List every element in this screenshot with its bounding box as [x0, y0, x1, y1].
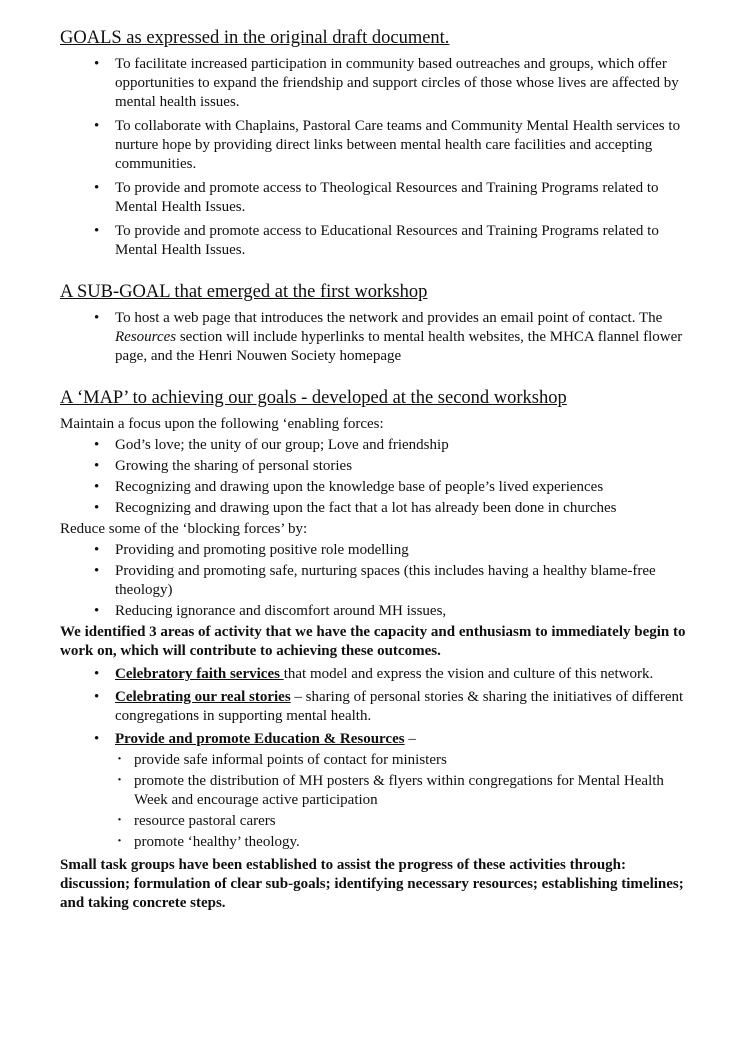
- subbullet-text: promote the distribution of MH posters & flyers within congregations for Mental Health Week and encourage active participation: [134, 773, 664, 808]
- subgoal-heading: A SUB-GOAL that emerged at the first workshop: [60, 282, 428, 302]
- blocking-intro: Reduce some of the ‘blocking forces’ by:: [60, 521, 308, 537]
- goals-heading: GOALS as expressed in the original draft document.: [60, 28, 450, 48]
- bullet-text: To facilitate increased participation in community based outreaches and groups, which offer opportunities to expand the friendship and support circles of those whose lives are affected by mental health issues.: [115, 56, 679, 110]
- bullet-item: [60, 478, 698, 497]
- bullet-item: [60, 222, 698, 260]
- bullet-item: [60, 602, 698, 621]
- activity-rest: –: [404, 731, 416, 747]
- bullet-text: Providing and promoting positive role modelling: [115, 542, 409, 558]
- subbullet-item: [115, 812, 698, 831]
- activity-item: [60, 688, 698, 726]
- bullet-item: [60, 499, 698, 518]
- bullet-item: [60, 436, 698, 455]
- activity-rest: that model and express the vision and culture of this network.: [283, 666, 654, 682]
- bullet-item: [60, 562, 698, 600]
- subbullet-text: provide safe informal points of contact for ministers: [134, 752, 447, 768]
- bullet-item: [60, 179, 698, 217]
- activities-list: [60, 665, 698, 852]
- bullet-text: To provide and promote access to Theological Resources and Training Programs related to Mental Health Issues.: [115, 180, 659, 215]
- bullet-text: Recognizing and drawing upon the knowledge base of people’s lived experiences: [115, 479, 604, 495]
- education-subbullet-list: [115, 751, 698, 852]
- bullet-text: section will include hyperlinks to mental health websites, the MHCA flannel flower page, and the Henri Nouwen Society homepage: [115, 329, 683, 364]
- bullet-text: Reducing ignorance and discomfort around MH issues,: [115, 603, 447, 619]
- bullet-item: [60, 457, 698, 476]
- activity-lead: Celebrating our real stories: [115, 689, 291, 705]
- subbullet-item: [115, 833, 698, 852]
- enabling-bullet-list: [60, 436, 698, 518]
- map-section: [60, 387, 698, 913]
- activity-lead: Provide and promote Education & Resources: [115, 731, 405, 747]
- activity-item: [60, 665, 698, 684]
- blocking-bullet-list: [60, 541, 698, 621]
- goals-bullet-list: [60, 55, 698, 260]
- bullet-item: [60, 117, 698, 174]
- bullet-text: To provide and promote access to Educational Resources and Training Programs related to Mental Health Issues.: [115, 223, 659, 258]
- subbullet-item: [115, 772, 698, 810]
- resources-italic-text: Resources: [115, 329, 177, 345]
- subgoal-section: [60, 281, 698, 366]
- activity-lead: Celebratory faith services: [115, 666, 284, 682]
- subbullet-item: [115, 751, 698, 770]
- activity-rest: – sharing of personal stories & sharing the initiatives of different congregations in supporting mental health.: [115, 689, 684, 724]
- bullet-text: Growing the sharing of personal stories: [115, 458, 353, 474]
- task-groups-paragraph: Small task groups have been established to assist the progress of these activities through: discussion; formulation of clear sub-goals; identifying necessary resources; establishing timelines; and taking concrete steps.: [60, 857, 684, 911]
- bullet-text: To collaborate with Chaplains, Pastoral Care teams and Community Mental Health services to nurture hope by providing direct links between mental health care facilities and accepting communities.: [115, 118, 681, 172]
- subbullet-text: resource pastoral carers: [134, 813, 276, 829]
- enabling-intro: Maintain a focus upon the following ‘enabling forces:: [60, 416, 384, 432]
- bullet-text: To host a web page that introduces the network and provides an email point of contact. The: [115, 310, 663, 326]
- subgoal-bullet-list: [60, 309, 698, 366]
- bullet-text: God’s love; the unity of our group; Love and friendship: [115, 437, 449, 453]
- identified-paragraph: We identified 3 areas of activity that we have the capacity and enthusiasm to immediately begin to work on, which will contribute to achieving these outcomes.: [60, 624, 686, 659]
- map-heading: A ‘MAP’ to achieving our goals - developed at the second workshop: [60, 388, 567, 408]
- bullet-item: [60, 541, 698, 560]
- bullet-text: Recognizing and drawing upon the fact that a lot has already been done in churches: [115, 500, 617, 516]
- activity-item: [60, 730, 698, 852]
- subbullet-text: promote ‘healthy’ theology.: [134, 834, 300, 850]
- bullet-item: [60, 309, 698, 366]
- bullet-item: [60, 55, 698, 112]
- goals-section: [60, 27, 698, 260]
- bullet-text: Providing and promoting safe, nurturing spaces (this includes having a healthy blame-free theology): [115, 563, 656, 598]
